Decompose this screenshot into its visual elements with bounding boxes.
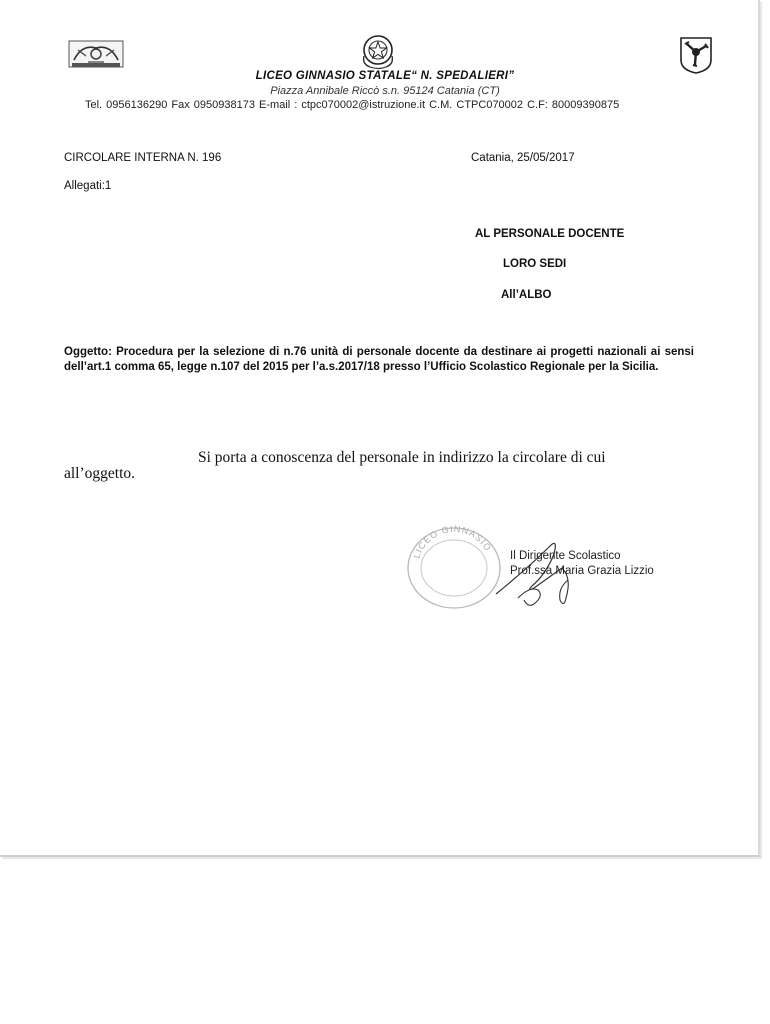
place-date: Catania, 25/05/2017 xyxy=(471,152,575,164)
republic-emblem-icon xyxy=(358,32,398,70)
school-name: LICEO GINNASIO STATALE“ N. SPEDALIERI” xyxy=(255,70,515,82)
svg-text:LICEO GINNASIO xyxy=(411,524,493,560)
recipient-offices: LORO SEDI xyxy=(503,258,567,270)
school-crest-icon xyxy=(68,40,124,70)
circular-number: CIRCOLARE INTERNA N. 196 xyxy=(64,152,222,164)
stamp-text: LICEO GINNASIO xyxy=(411,523,494,560)
signer-name: Prof.ssa Maria Grazia Lizzio xyxy=(510,565,654,577)
sicily-emblem-icon xyxy=(679,36,713,74)
school-contacts: Tel. 0956136290 Fax 0950938173 E-mail : ctpc070002@istruzione.it C.M. CTPC070002 C.F: 80009390875 xyxy=(85,99,620,111)
body-line-2: all’oggetto. xyxy=(64,465,136,482)
attachments: Allegati:1 xyxy=(64,180,112,192)
recipient-staff: AL PERSONALE DOCENTE xyxy=(475,228,625,240)
recipient-noticeboard: All’ALBO xyxy=(501,289,552,301)
school-address: Piazza Annibale Riccò s.n. 95124 Catania (CT) xyxy=(270,85,500,97)
body-line-1: Si porta a conoscenza del personale in indirizzo la circolare di cui xyxy=(198,449,606,466)
subject-paragraph: Oggetto: Procedura per la selezione di n.76 unità di personale docente da destinare ai progetti nazionali ai sensi dell’art.1 comma 65, legge n.107 del 2015 per l’a.s.2017/18 presso l’Ufficio Scolastico Regionale per la Sicilia. xyxy=(64,346,694,373)
signer-role: Il Dirigente Scolastico xyxy=(510,550,621,562)
